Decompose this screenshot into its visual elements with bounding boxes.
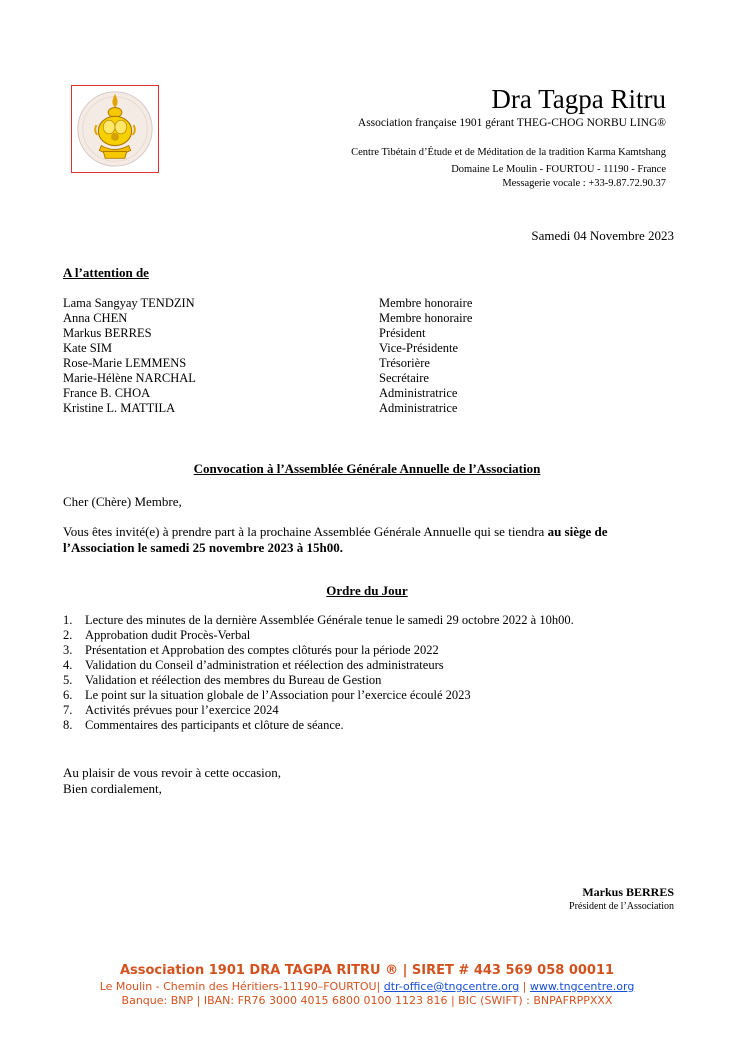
footer-registration: Association 1901 DRA TAGPA RITRU ® | SIRET # 443 569 058 00011	[119, 963, 615, 978]
member-role: Membre honoraire	[379, 296, 473, 310]
member-role: Trésorière	[379, 356, 430, 370]
member-row	[63, 401, 523, 416]
member-name: Rose-Marie LEMMENS	[63, 356, 187, 370]
agenda-number: 7.	[63, 703, 73, 717]
website-link[interactable]: www.tngcentre.org	[529, 980, 635, 993]
member-role: Secrétaire	[379, 371, 429, 385]
footer-contact	[0, 980, 734, 993]
member-name: Marie-Hélène NARCHAL	[63, 371, 196, 385]
list-item	[63, 658, 574, 673]
member-name: Lama Sangyay TENDZIN	[63, 296, 195, 310]
list-item	[63, 673, 574, 688]
organization-address: Domaine Le Moulin - FOURTOU - 11190 - France	[451, 164, 666, 175]
email-link[interactable]: dtr-office@tngcentre.org	[383, 980, 520, 993]
member-name: Markus BERRES	[63, 326, 152, 340]
letter-title: Convocation à l’Assemblée Générale Annuelle de l’Association	[193, 461, 541, 476]
list-item	[63, 613, 574, 628]
list-item	[63, 688, 574, 703]
member-row	[63, 356, 523, 371]
member-name: Anna CHEN	[63, 311, 128, 325]
member-name: Kate SIM	[63, 341, 112, 355]
agenda-number: 1.	[63, 613, 73, 627]
organization-subtitle: Association française 1901 gérant THEG-CHOG NORBU LING®	[357, 117, 666, 129]
closing-line: Au plaisir de vous revoir à cette occasion,	[63, 765, 282, 780]
letter-body	[63, 524, 663, 556]
agenda-list	[63, 613, 574, 733]
agenda-text: Validation du Conseil d’administration et réélection des administrateurs	[85, 658, 444, 672]
member-role: Membre honoraire	[379, 311, 473, 325]
golden-jewel-emblem-icon	[72, 86, 158, 172]
footer-bank-details: Banque: BNP | IBAN: FR76 3000 4015 6800 0100 1123 816 | BIC (SWIFT) : BNPAFRPPXXX	[121, 994, 613, 1007]
footer-address: Le Moulin - Chemin des Héritiers-11190–FOURTOU|	[99, 980, 384, 993]
member-row	[63, 296, 523, 311]
centre-description: Centre Tibétain d’Étude et de Méditation de la tradition Karma Kamtshang	[351, 147, 666, 158]
agenda-number: 8.	[63, 718, 73, 732]
list-item	[63, 643, 574, 658]
body-meeting-details: au siège de l’Association le samedi 25 novembre 2023 à 15h00.	[63, 524, 608, 555]
body-text: Vous êtes invité(e) à prendre part à la prochaine Assemblée Générale Annuelle qui se tiendra	[63, 524, 548, 539]
member-role: Administratrice	[379, 386, 458, 400]
member-name: France B. CHOA	[63, 386, 151, 400]
signatory-name: Markus BERRES	[582, 885, 674, 899]
attention-heading: A l’attention de	[63, 265, 149, 280]
agenda-text: Validation et réélection des membres du Bureau de Gestion	[85, 673, 382, 687]
member-row	[63, 371, 523, 386]
agenda-number: 5.	[63, 673, 73, 687]
closing-line: Bien cordialement,	[63, 781, 162, 796]
member-row	[63, 386, 523, 401]
agenda-number: 4.	[63, 658, 73, 672]
member-row	[63, 326, 523, 341]
member-role: Vice-Présidente	[379, 341, 459, 355]
agenda-text: Approbation dudit Procès-Verbal	[85, 628, 251, 642]
member-list	[63, 296, 523, 416]
agenda-number: 3.	[63, 643, 73, 657]
member-role: Administratrice	[379, 401, 458, 415]
list-item	[63, 628, 574, 643]
agenda-text: Activités prévues pour l’exercice 2024	[85, 703, 279, 717]
logo	[71, 85, 159, 173]
agenda-number: 6.	[63, 688, 73, 702]
list-item	[63, 703, 574, 718]
organization-phone: Messagerie vocale : +33-9.87.72.90.37	[502, 178, 666, 189]
member-row	[63, 341, 523, 356]
agenda-title: Ordre du Jour	[326, 583, 408, 598]
list-item	[63, 718, 574, 733]
member-role: Président	[379, 326, 426, 340]
member-name: Kristine L. MATTILA	[63, 401, 176, 415]
letter-greeting: Cher (Chère) Membre,	[63, 494, 182, 509]
signatory-role: Président de l’Association	[569, 901, 674, 912]
agenda-text: Commentaires des participants et clôture de séance.	[85, 718, 344, 732]
organization-title: Dra Tagpa Ritru	[491, 84, 666, 114]
letter-date: Samedi 04 Novembre 2023	[531, 228, 674, 243]
footer-separator: |	[519, 980, 530, 993]
letter-closing	[63, 765, 281, 797]
agenda-number: 2.	[63, 628, 73, 642]
member-row	[63, 311, 523, 326]
agenda-text: Présentation et Approbation des comptes clôturés pour la période 2022	[85, 643, 439, 657]
agenda-text: Le point sur la situation globale de l’Association pour l’exercice écoulé 2023	[85, 688, 471, 702]
agenda-text: Lecture des minutes de la dernière Assemblée Générale tenue le samedi 29 octobre 2022 à 10h00.	[85, 613, 574, 627]
